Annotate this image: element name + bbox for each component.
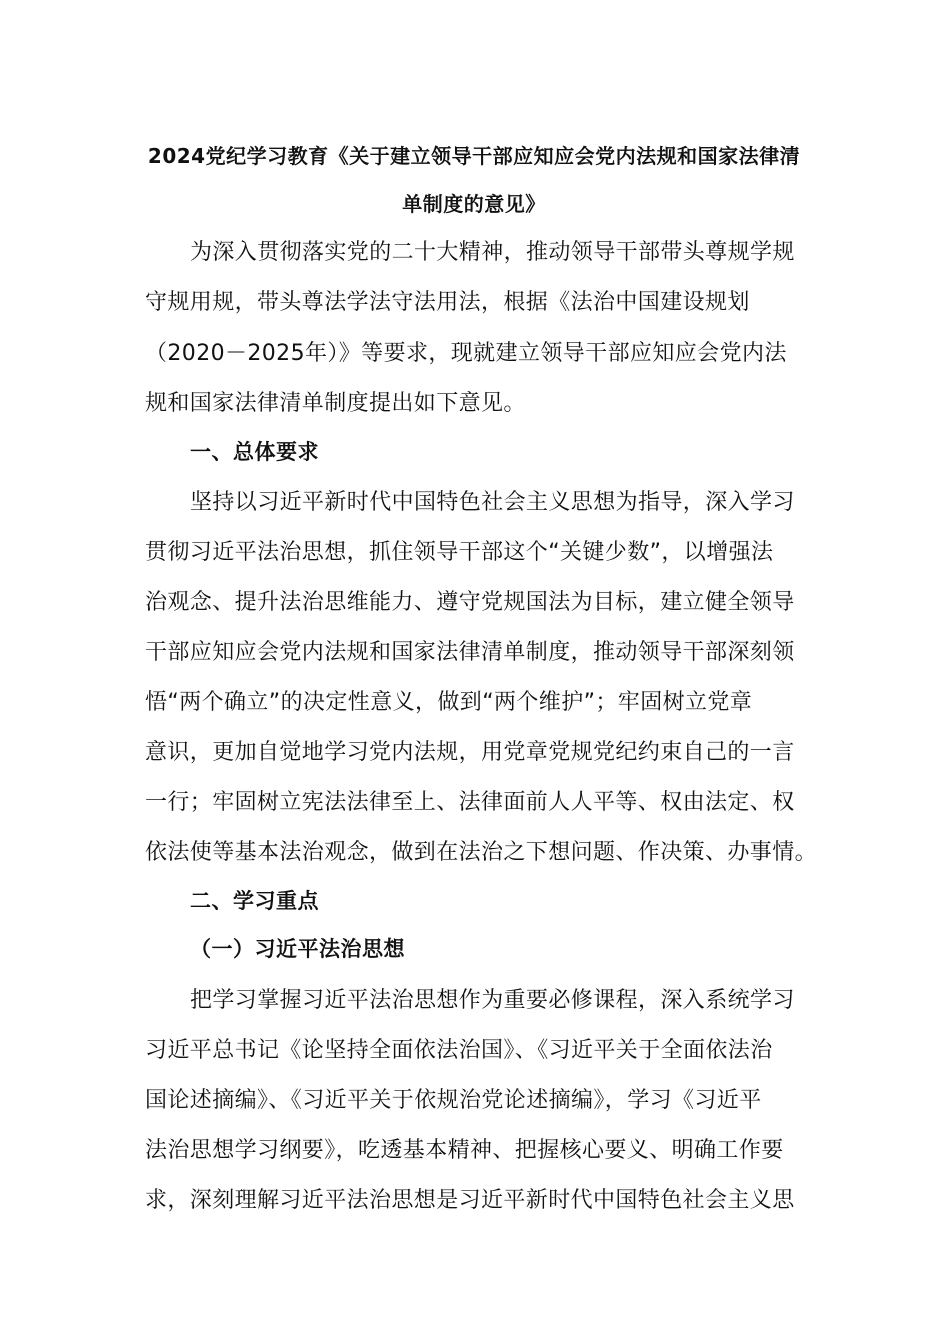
intro-paragraph-line: 守规用规，带头尊法学法守法用法，根据《法治中国建设规划 bbox=[145, 290, 750, 315]
section-1-paragraph-line: 贯彻习近平法治思想，抓住领导干部这个“关键少数”，以增强法 bbox=[145, 540, 774, 565]
section-1-paragraph-line: 治观念、提升法治思维能力、遵守党规国法为目标，建立健全领导 bbox=[145, 590, 795, 615]
section-1-heading: 一、总体要求 bbox=[190, 440, 319, 464]
section-2-subheading: （一）习近平法治思想 bbox=[190, 937, 405, 961]
section-2-paragraph-line: 国论述摘编》、《习近平关于依规治党论述摘编》，学习《习近平 bbox=[145, 1088, 762, 1113]
document-title-line-1: 2024党纪学习教育《关于建立领导干部应知应会党内法规和国家法律清 bbox=[147, 144, 801, 168]
section-1-paragraph-line: 一行；牢固树立宪法法律至上、法律面前人人平等、权由法定、权 bbox=[145, 790, 795, 815]
section-2-paragraph-line: 法治思想学习纲要》，吃透基本精神、把握核心要义、明确工作要 bbox=[145, 1138, 784, 1163]
intro-paragraph-line: 为深入贯彻落实党的二十大精神，推动领导干部带头尊规学规 bbox=[190, 240, 795, 265]
section-2-paragraph-line: 习近平总书记《论坚持全面依法治国》、《习近平关于全面依法治 bbox=[145, 1038, 773, 1063]
document-title-line-2: 单制度的意见》 bbox=[402, 192, 546, 216]
section-2-heading: 二、学习重点 bbox=[190, 889, 319, 913]
section-1-paragraph-line: 依法使等基本法治观念，做到在法治之下想问题、作决策、办事情。 bbox=[145, 840, 818, 865]
section-2-paragraph-line: 求，深刻理解习近平法治思想是习近平新时代中国特色社会主义思 bbox=[145, 1188, 795, 1213]
intro-paragraph-line: 规和国家法律清单制度提出如下意见。 bbox=[145, 391, 526, 416]
section-1-paragraph-line: 干部应知应会党内法规和国家法律清单制度，推动领导干部深刻领 bbox=[145, 640, 795, 665]
section-1-paragraph-line: 意识，更加自觉地学习党内法规，用党章党规党纪约束自己的一言 bbox=[145, 740, 795, 765]
section-2-paragraph-line: 把学习掌握习近平法治思想作为重要必修课程，深入系统学习 bbox=[190, 988, 795, 1013]
section-1-paragraph-line: 悟“两个确立”的决定性意义，做到“两个维护”；牢固树立党章 bbox=[145, 690, 753, 715]
section-1-paragraph-line: 坚持以习近平新时代中国特色社会主义思想为指导，深入学习 bbox=[190, 490, 795, 515]
intro-paragraph-line: （2020－2025年）》等要求，现就建立领导干部应知应会党内法 bbox=[145, 341, 787, 366]
